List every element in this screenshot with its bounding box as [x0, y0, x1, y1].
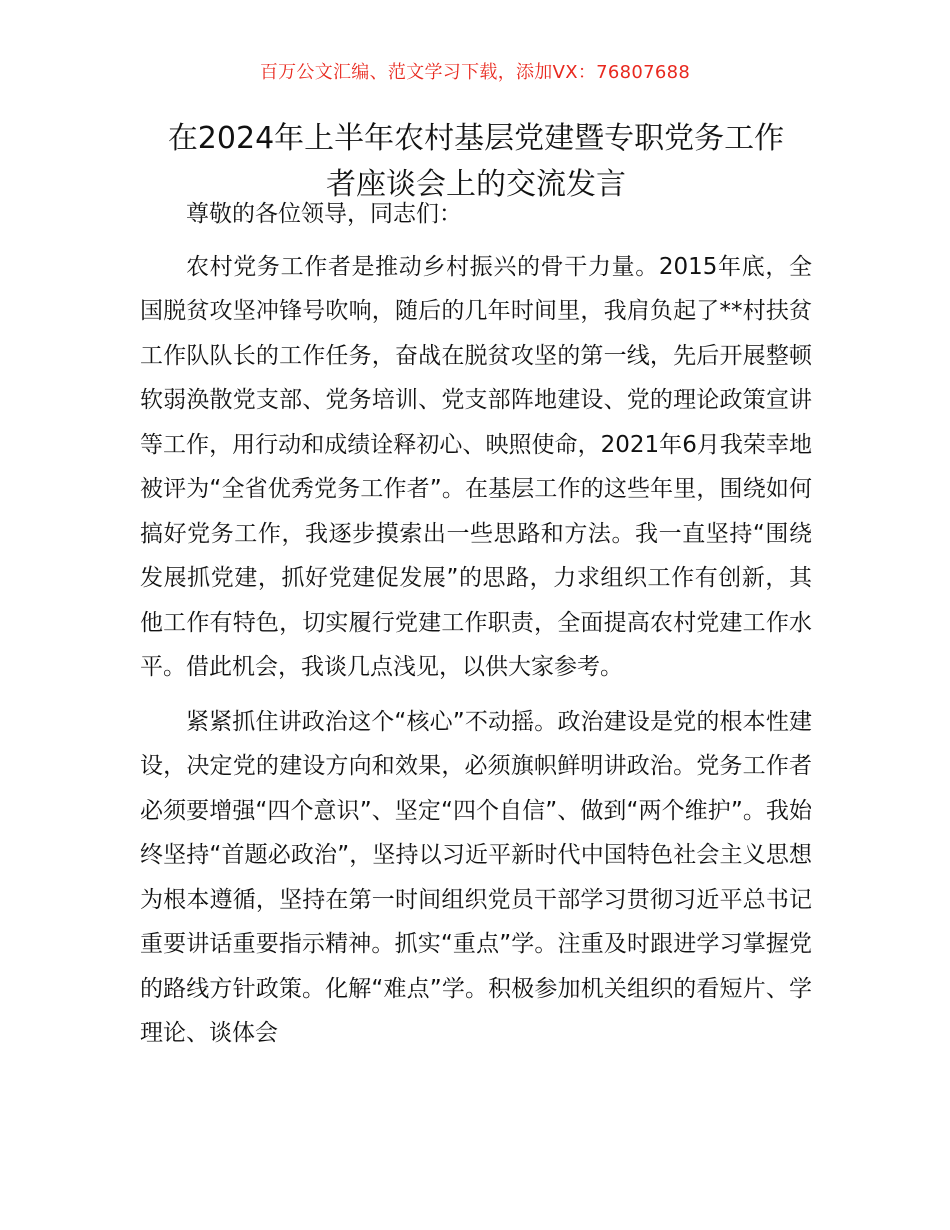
paragraph: 紧紧抓住讲政治这个“核心”不动摇。政治建设是党的根本性建设，决定党的建设方向和效果，必须旗帜鲜明讲政治。党务工作者必须要增强“四个意识”、坚定“四个自信”、做到“两个维护”。我始终坚持“首题必政治”，坚持以习近平新时代中国特色社会主义思想为根本遵循，坚持在第一时间组织党员干部学习贯彻习近平总书记重要讲话重要指示精神。抓实“重点”学。注重及时跟进学习掌握党的路线方针政策。化解“难点”学。积极参加机关组织的看短片、学理论、谈体会 [140, 708, 812, 1046]
salutation: 尊敬的各位领导，同志们： [186, 201, 462, 227]
title-line-1: 在2024年上半年农村基层党建暨专职党务工作 [167, 121, 785, 156]
header-note: 百万公文汇编、范文学习下载，添加VX：76807688 [259, 62, 691, 83]
title-line-2: 者座谈会上的交流发言 [326, 167, 626, 202]
paragraph: 农村党务工作者是推动乡村振兴的骨干力量。2015年底，全国脱贫攻坚冲锋号吹响，随后的几年时间里，我肩负起了**村扶贫工作队队长的工作任务，奋战在脱贫攻坚的第一线，先后开展整顿软弱涣散党支部、党务培训、党支部阵地建设、党的理论政策宣讲等工作，用行动和成绩诠释初心、映照使命，2021年6月我荣幸地被评为“全省优秀党务工作者”。在基层工作的这些年里，围绕如何搞好党务工作，我逐步摸索出一些思路和方法。我一直坚持“围绕发展抓党建，抓好党建促发展”的思路，力求组织工作有创新，其他工作有特色，切实履行党建工作职责，全面提高农村党建工作水平。借此机会，我谈几点浅见，以供大家参考。 [140, 253, 812, 680]
document-body [140, 192, 812, 1056]
